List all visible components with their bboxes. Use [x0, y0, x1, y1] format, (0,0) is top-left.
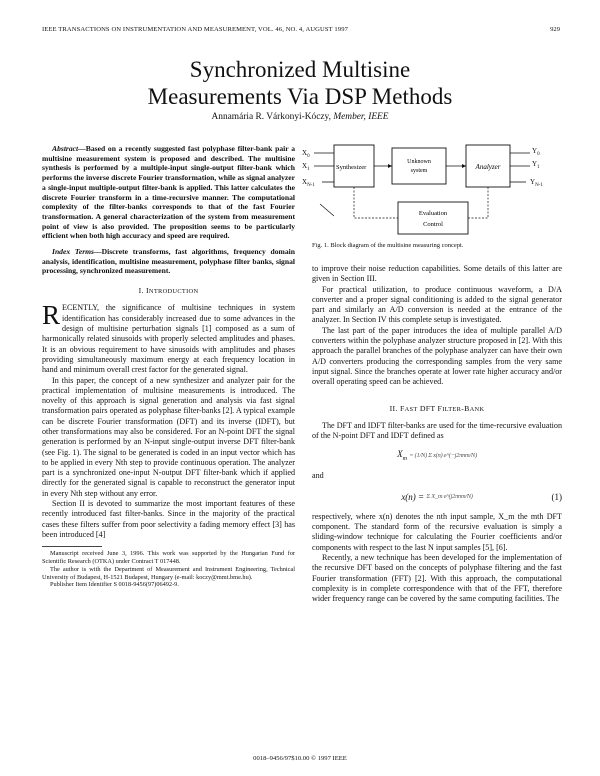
fig-unknown-system-box: [392, 148, 446, 184]
equation-number: (1): [551, 491, 562, 502]
right-paragraph-1: to improve their noise reduction capabilities. Some details of this latter are given in Section III.: [312, 264, 562, 284]
fig-unknown-label-1: Unknown: [407, 159, 431, 165]
fig-input-x0: $X_0$: [302, 149, 310, 159]
page-number: 929: [550, 26, 560, 33]
abstract: [42, 144, 295, 241]
section-1-initial: I: [146, 286, 149, 296]
drop-cap: R: [42, 300, 61, 331]
section-2-heading: [312, 404, 562, 415]
running-head: IEEE TRANSACTIONS ON INSTRUMENTATION AND MEASUREMENT, VOL. 46, NO. 4, AUGUST 1997: [42, 26, 349, 33]
left-column: [42, 144, 295, 589]
footnote-rule: [42, 546, 102, 547]
section-1-paragraph-1: [42, 300, 295, 375]
title-line-2: Measurements Via DSP Methods: [147, 84, 453, 109]
fig-analyzer-label: Analyzer: [475, 163, 501, 171]
title-line-1: Synchronized Multisine: [189, 57, 411, 82]
page-footer: 0018–9456/97$10.00 © 1997 IEEE: [253, 755, 347, 762]
author-membership: Member, IEEE: [333, 112, 389, 122]
fig-input-x1: $X_1$: [302, 162, 310, 172]
fig-unknown-label-2: system: [410, 168, 428, 174]
fig-synthesizer-label: Synthesizer: [336, 164, 367, 171]
section-2-initial-2: DFT F: [419, 403, 443, 413]
section-2-rest-1: AST: [404, 405, 418, 413]
equation-idft: [312, 482, 562, 512]
right-paragraph-5: respectively, where x(n) denotes the nth input sample, X_m the mth DFT component. The standard form of the recursive evaluation is simply a sliding-window technique for calculating the Fourier coefficients and/or components with respect to the last N input samples [5], [6].: [312, 511, 562, 552]
section-2-rest-3: ANK: [469, 405, 485, 413]
fig-control-line-synth: [354, 187, 398, 218]
index-terms-text: Discrete transforms, fast algorithms, frequency domain analysis, identification, multisine measurement, polyphase filter banks, signal processing, synchronized measurement.: [42, 247, 296, 276]
section-2-rest-2: ILTER: [442, 405, 462, 413]
fig-eval-label-2: Control: [423, 221, 443, 228]
figure-1-block-diagram: [300, 140, 560, 250]
right-paragraph-3: The last part of the paper introduces the idea of multiple parallel A/D converters within the polyphase analyzer structure proposed in [2]. With this approach the parallel branches of the polyphase analyzer can have their own A/D converters producing the corresponding samples from the very same input signal. Since the branches operate at lower rate higher accuracy and/or overall operating speed can be achieved.: [312, 325, 562, 387]
index-terms: [42, 247, 295, 276]
abstract-text: Based on a recently suggested fast polyphase filter-bank pair a multisine measurement system is proposed and described. The multisine synthesis is performed by a multiple-input single-output filter-bank which performs the inverse discrete Fourier transformation, while as signal analyzer a single-input multiple-output filter-bank is applied. This latter calculates the discrete Fourier transform in a time-recursive manner. The computational complexity of the filter-banks corresponds to that of the fast Fourier transformation. A general characterization of the system from measurement point of view is also provided. The proposition seems to be particularly efficient when both high accuracy and speed are required.: [42, 144, 295, 241]
fig-output-y0: $Y_0$: [532, 147, 540, 157]
section-1-numeral: I.: [138, 286, 144, 296]
fig-output-yn1: $Y_{N-1}$: [530, 178, 543, 188]
eq-dft-lhs: $X_m$: [397, 448, 407, 462]
index-terms-label: Index Terms—: [52, 247, 102, 257]
section-1-paragraph-3: Section II is devoted to summarize the most important features of these recently introduced fast filter-banks. Since in the majority of the practical cases these filters suffer from poor selectivity a fading memory effect [3] has been introduced [4]: [42, 499, 295, 539]
equation-dft: [312, 441, 562, 471]
section-2-initial-1: F: [399, 403, 405, 413]
section-1-p1-text: ECENTLY, the significance of multisine techniques in system identification has considerably increased due to some advances in the design of multisine perturbation signals [1] composed as a sum of harmonically related sinusoids with properly selected amplitudes and phases. It is an obvious requirement to have sinusoids with amplitudes and phases providing simultaneously maximum energy at each frequency location in hand and minimum overall crest factor for the generated signal.: [42, 303, 295, 375]
fig-arrowhead-2: [462, 164, 466, 168]
fig-input-from-control: [320, 204, 334, 216]
right-paragraph-2: For practical utilization, to produce continuous waveform, a D/A converter and a proper signal conditioning is added to the signal generator part and similarly an A/D conversion is needed at the entrance of the analyzer. In Section IV this complete setup is investigated.: [312, 284, 562, 325]
and-word: and: [312, 471, 324, 481]
abstract-label: Abstract—: [52, 144, 86, 153]
footnote-received: Manuscript received June 3, 1996. This work was supported by the Hungarian Fund for Scientific Research (OTKA) under Contract T 017448.: [42, 550, 295, 566]
fig-control-line-analyzer: [468, 187, 488, 218]
section-1-title-rest: NTRODUCTION: [148, 288, 199, 296]
fig-arrowhead-1: [388, 164, 392, 168]
eq-idft-lhs: x(n) =: [401, 491, 425, 502]
author-name: Annamária R. Várkonyi-Kóczy,: [211, 112, 331, 122]
eq-idft-rhs: Σ X_m e^(j2πnm/N): [426, 492, 473, 500]
footnote-affiliation: The author is with the Department of Measurement and Instrument Engineering, Technical University of Budapest, H-1521 Budapest, Hungary (e-mail: koczy@mmt.bme.hu).: [42, 565, 295, 581]
figure-1-caption: Fig. 1. Block diagram of the multisine measuring concept.: [312, 242, 464, 249]
author-line: [0, 112, 600, 122]
section-2-initial-3: -B: [461, 403, 470, 413]
section-2-numeral: II.: [389, 403, 398, 413]
right-paragraph-4: The DFT and IDFT filter-banks are used for the time-recursive evaluation of the N-point DFT and IDFT defined as: [312, 420, 562, 441]
fig-eval-label-1: Evaluation: [418, 210, 448, 217]
fig-evaluation-box: [398, 202, 468, 234]
fig-input-xn1: $X_{N-1}$: [302, 178, 315, 188]
fig-output-y1: $Y_1$: [532, 160, 540, 170]
section-1-paragraph-2: In this paper, the concept of a new synthesizer and analyzer pair for the practical implementation of multisine measurements is introduced. The novelty of this approach is signal generation and analysis via fast signal transformation pairs operated as polyphase filter-banks [2]. A typical example can be discrete Fourier transformation (DFT) and its inverse (IDFT), but other transformations may also be considered. For an N-point DFT the signal generation is performed by an N-input single-output inverse DFT filter-bank (see Fig. 1). The signal to be generated is coded in an input vector which has to be applied in every Nth step to provide continuous operation. The analyzer part is a synchronized one-input N-output DFT filter-bank which if applied directly for the generated signal is capable to reconstruct the generator input in every Nth step without any error.: [42, 375, 295, 498]
right-column: [312, 264, 562, 604]
section-1-heading: [42, 286, 295, 297]
right-paragraph-6: Recently, a new technique has been developed for the implementation of the recursive DFT based on the concepts of polyphase filtering and the fast Fourier transformation (FFT) [2]. With this approach, the computational complexity is in complete correspondence with that of the FFT, therefore wider frequency range can be covered by the same computing facilities. The: [312, 552, 562, 604]
footnote-identifier: Publisher Item Identifier S 0018-9456(97)06492-9.: [50, 581, 179, 589]
eq-dft-rhs: = (1/N) Σ x(n) e^(−j2πnm/N): [409, 452, 477, 460]
paper-title: [0, 56, 600, 110]
